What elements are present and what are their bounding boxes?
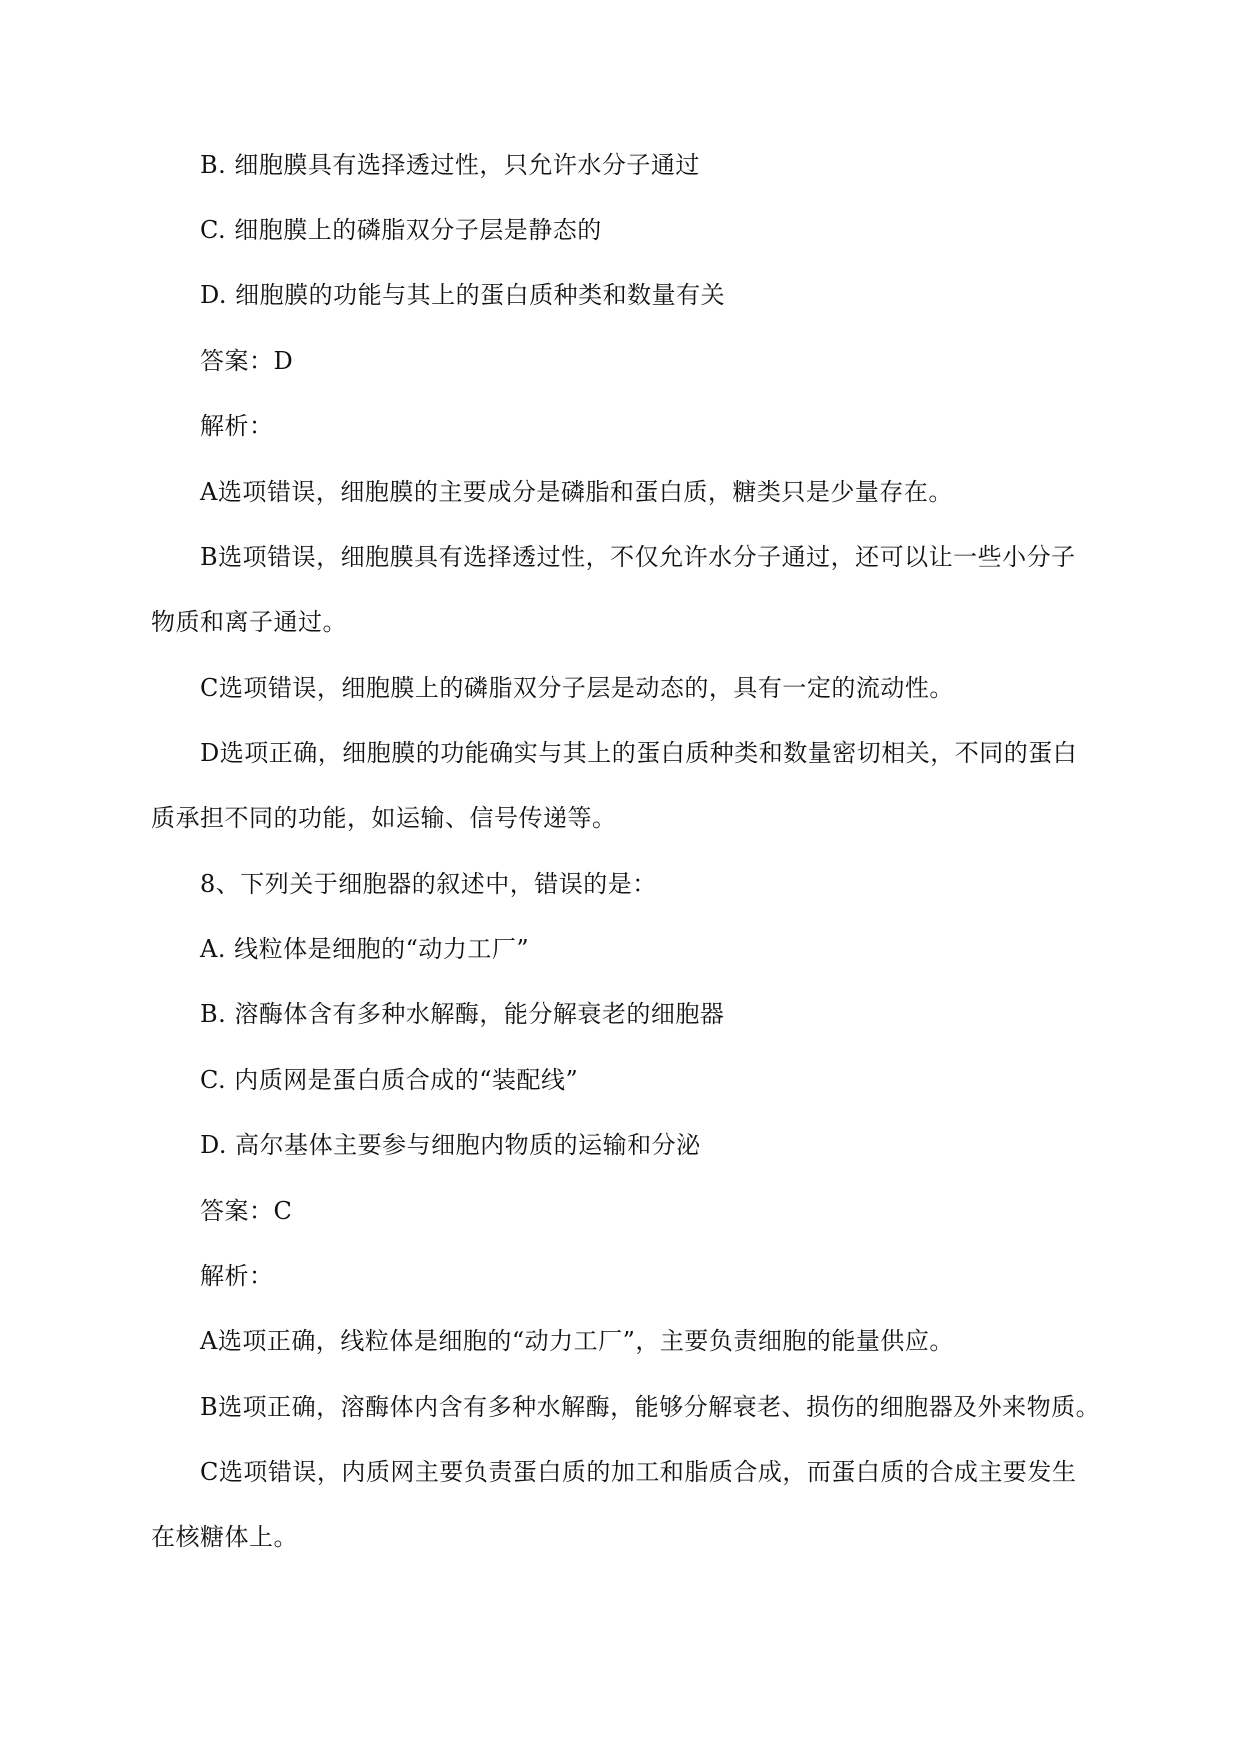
q8-analysis-a: A选项正确，线粒体是细胞的“动力工厂”，主要负责细胞的能量供应。 xyxy=(200,1327,954,1355)
q7-answer: 答案：D xyxy=(200,347,294,375)
q8-option-b: B. 溶酶体含有多种水解酶，能分解衰老的细胞器 xyxy=(200,1000,725,1028)
q7-option-d: D. 细胞膜的功能与其上的蛋白质种类和数量有关 xyxy=(200,281,726,309)
q8-question: 8、下列关于细胞器的叙述中，错误的是： xyxy=(200,870,657,898)
q8-analysis-label: 解析： xyxy=(200,1262,274,1290)
q8-option-d: D. 高尔基体主要参与细胞内物质的运输和分泌 xyxy=(200,1131,701,1159)
q7-analysis-b-line1: B选项错误，细胞膜具有选择透过性，不仅允许水分子通过，还可以让一些小分子 xyxy=(200,543,1076,571)
q7-option-c: C. 细胞膜上的磷脂双分子层是静态的 xyxy=(200,216,602,244)
q8-analysis-c-line2: 在核糖体上。 xyxy=(151,1523,298,1551)
q8-option-a: A. 线粒体是细胞的“动力工厂” xyxy=(200,935,530,963)
q7-analysis-d-line1: D选项正确，细胞膜的功能确实与其上的蛋白质种类和数量密切相关，不同的蛋白 xyxy=(200,739,1078,767)
q7-analysis-c: C选项错误，细胞膜上的磷脂双分子层是动态的，具有一定的流动性。 xyxy=(200,674,954,702)
q7-analysis-d-line2: 质承担不同的功能，如运输、信号传递等。 xyxy=(151,804,617,832)
q8-answer: 答案：C xyxy=(200,1197,293,1225)
q8-analysis-c-line1: C选项错误，内质网主要负责蛋白质的加工和脂质合成，而蛋白质的合成主要发生 xyxy=(200,1458,1077,1486)
q7-analysis-b-line2: 物质和离子通过。 xyxy=(151,608,347,636)
q7-option-b: B. 细胞膜具有选择透过性，只允许水分子通过 xyxy=(200,151,700,179)
q8-option-c: C. 内质网是蛋白质合成的“装配线” xyxy=(200,1066,579,1094)
q7-analysis-a: A选项错误，细胞膜的主要成分是磷脂和蛋白质，糖类只是少量存在。 xyxy=(200,478,953,506)
q7-analysis-label: 解析： xyxy=(200,412,274,440)
q8-analysis-b: B选项正确，溶酶体内含有多种水解酶，能够分解衰老、损伤的细胞器及外来物质。 xyxy=(200,1393,1101,1421)
